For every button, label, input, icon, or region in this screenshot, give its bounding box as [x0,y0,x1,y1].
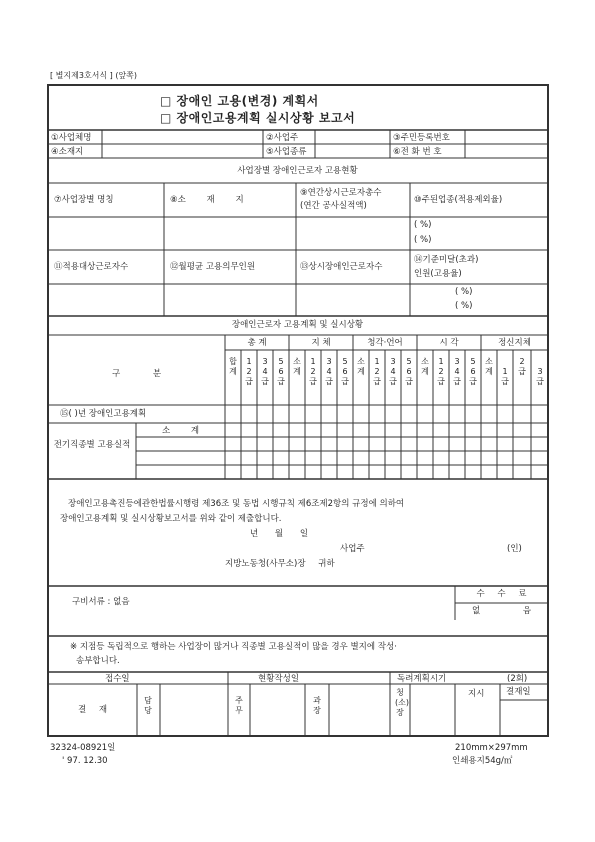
subheader-visual-g56: 56급 [469,357,477,386]
note-line1: ※ 지점등 독립적으로 행하는 사업장이 많거나 직종별 고용실적이 많을 경우 별지에 작성· [70,642,397,652]
subheader-mental-g1: 1급 [501,367,509,386]
location-header: ⑧소 재 지 [170,195,244,205]
subheader-visual-g12: 12급 [437,357,445,386]
footer-paper-size: 210mm×297mm [455,743,528,753]
shortfall-header: ⑭기준미달(초과) [414,255,479,265]
statement-recipient: 지방노동청(사무소)장 귀하 [225,559,335,569]
fee-label: 수 수 료 [476,589,527,599]
group-hearing: 청각·언어 [367,338,403,348]
group-visual: 시 각 [439,338,459,348]
subheader-visual-sub: 소계 [421,357,429,376]
subheader-hearing-g12: 12급 [373,357,381,386]
subheader-total-sum: 합계 [229,357,237,376]
shortfall-pct-2: ( %) [455,301,473,311]
required-docs: 구비서류 : 없음 [72,597,130,607]
guidance-times: (2회) [507,674,528,684]
survey-date-label: 현황작성일 [258,674,300,684]
subheader-physical-g56: 56급 [341,357,349,386]
industry-pct-1: ( %) [414,220,432,230]
receipt-date-label: 접수일 [105,674,130,684]
statement-line2: 장애인고용계획 및 실시상황보고서를 위와 같이 제출합니다. [60,514,282,524]
subheader-total-g34: 34급 [261,357,269,386]
footer-code: 32324-08921일 [50,743,116,753]
note-line2: 송부합니다. [76,656,120,666]
seal-mark: (인) [507,544,522,554]
gwajang-label: 과장 [313,696,321,715]
form-title-plan: □ 장애인 고용(변경) 계획서 [160,94,319,108]
subheader-physical-sub: 소계 [293,357,301,376]
employer-label: ②사업주 [266,133,299,143]
jumu-label: 주무 [235,696,243,715]
business-type-label: ⑤사업종류 [266,147,307,157]
target-workers-header: ⑪적용대상근로자수 [54,262,129,272]
approval-date-label: 결재일 [506,687,531,697]
statement-employer: 사업주 [340,544,365,554]
section2-title: 장애인근로자 고용계획 및 실시상황 [231,320,364,330]
address-label: ④소재지 [51,147,84,157]
cheongjang-label: 청(소)장 [395,688,409,717]
subheader-total-g12: 12급 [245,357,253,386]
phone-label: ⑥전 화 번 호 [393,147,442,157]
guidance-label: 독려계획시기 [397,674,447,684]
subheader-physical-g34: 34급 [325,357,333,386]
footer-paper-weight: 인쇄용지54g/㎡ [452,756,513,766]
fee-value: 없 음 [471,606,532,616]
subheader-hearing-sub: 소계 [357,357,365,376]
disabled-workers-header: ⑬상시장애인근로자수 [300,262,383,272]
main-industry-header: ⑩주된업종(적용제외율) [414,195,503,205]
form-title-report: □ 장애인고용계획 실시상황 보고서 [160,111,356,125]
subheader-physical-g12: 12급 [309,357,317,386]
group-physical: 지 체 [311,338,331,348]
footer-date: ' 97. 12.30 [62,756,108,766]
subheader-mental-sub: 소계 [485,357,493,376]
subheader-total-g56: 56급 [277,357,285,386]
shortfall-pct-1: ( %) [455,287,473,297]
company-name-label: ①사업체명 [51,133,92,143]
group-mental: 정신지체 [498,338,531,348]
subheader-hearing-g56: 56급 [405,357,413,386]
statement-date: 년 월 일 [250,529,309,539]
subtotal-row-label: 소 계 [161,426,200,436]
approval-label: 결 재 [77,705,108,715]
previous-performance-label: 전기직종별 고용실적 [53,440,131,450]
employment-plan-row-label: ⑮( )년 장애인고용계획 [60,409,147,419]
statement-line1: 장애인고용촉진등에관한법률시행령 제36조 및 동법 시행규칙 제6조제2항의 규정에 의하여 [68,499,405,509]
subheader-mental-g2: 2급 [518,357,526,376]
subheader-mental-g3: 3급 [536,367,544,386]
gubun-label: 구 분 [111,369,162,379]
group-total: 총 계 [247,338,267,348]
damdang-label: 담당 [144,696,152,715]
subheader-hearing-g34: 34급 [389,357,397,386]
workplace-name-header: ⑦사업장별 명칭 [54,195,114,205]
annual-construction-header: (연간 공사실적액) [300,201,367,211]
instruction-label: 지시 [468,689,485,699]
form-number: [ 별지제3호서식 ] (앞쪽) [50,71,138,80]
shortfall-sub-header: 인원(고용율) [414,269,462,279]
resident-number-label: ③주민등록번호 [393,133,450,143]
section1-title: 사업장별 장애인근로자 고용현황 [237,166,358,176]
industry-pct-2: ( %) [414,235,432,245]
monthly-quota-header: ⑫월평균 고용의무인원 [170,262,256,272]
subheader-visual-g34: 34급 [453,357,461,386]
annual-workers-header: ⑨연간상시근로자총수 [300,188,382,198]
